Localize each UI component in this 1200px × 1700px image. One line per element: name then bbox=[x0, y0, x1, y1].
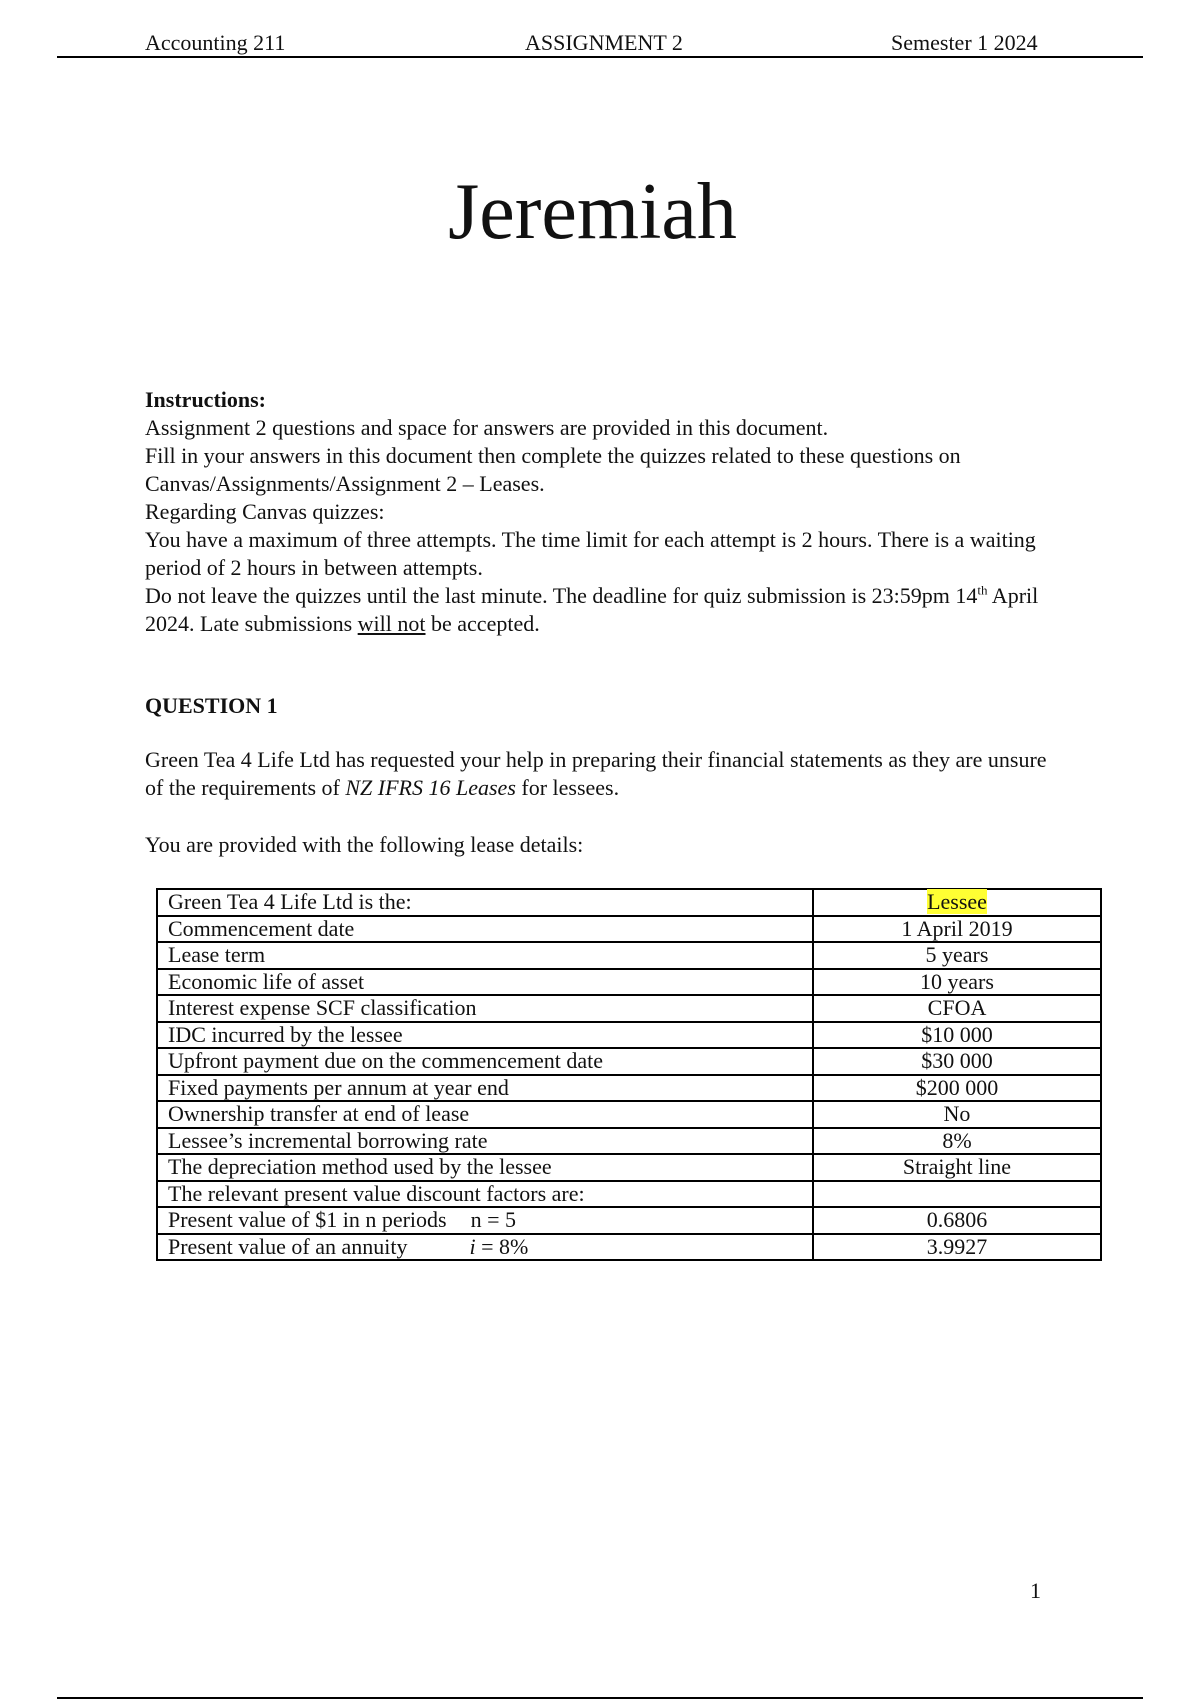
intro-text-b: for lessees. bbox=[515, 775, 620, 800]
rate-symbol: i bbox=[469, 1233, 476, 1259]
row-value: 3.9927 bbox=[813, 1234, 1101, 1261]
row-label: The relevant present value discount factors are: bbox=[157, 1181, 813, 1208]
ordinal-suffix: th bbox=[977, 582, 988, 598]
table-row bbox=[157, 1154, 1101, 1181]
row-value: 0.6806 bbox=[813, 1207, 1101, 1234]
page-header bbox=[57, 28, 1143, 58]
row-value: $10 000 bbox=[813, 1022, 1101, 1049]
table-row bbox=[157, 1022, 1101, 1049]
row-label: Lessee’s incremental borrowing rate bbox=[157, 1128, 813, 1155]
row-label: Interest expense SCF classification bbox=[157, 995, 813, 1022]
instructions-line-2: Fill in your answers in this document then complete the quizzes related to these questions on Canvas/Assignments/Assignment 2 – Leases. bbox=[145, 443, 961, 496]
row-value: 1 April 2019 bbox=[813, 916, 1101, 943]
row-label bbox=[157, 1234, 813, 1261]
intro-text-a: Green Tea 4 Life Ltd has requested your help in preparing their financial statements as they are unsure of the requirements of bbox=[145, 747, 1047, 800]
row-value bbox=[813, 1181, 1101, 1208]
row-value: No bbox=[813, 1101, 1101, 1128]
row-value: Straight line bbox=[813, 1154, 1101, 1181]
table-row bbox=[157, 1181, 1101, 1208]
row-label: IDC incurred by the lessee bbox=[157, 1022, 813, 1049]
student-name: Jeremiah bbox=[448, 168, 737, 256]
will-not-emphasis: will not bbox=[357, 611, 426, 636]
row-label: Upfront payment due on the commencement date bbox=[157, 1048, 813, 1075]
row-label: Ownership transfer at end of lease bbox=[157, 1101, 813, 1128]
row-label: Lease term bbox=[157, 942, 813, 969]
page-number: 1 bbox=[1030, 1578, 1041, 1603]
table-row bbox=[157, 889, 1101, 916]
footer-rule bbox=[57, 1697, 1143, 1699]
rate-note bbox=[470, 1235, 529, 1259]
row-label: Economic life of asset bbox=[157, 969, 813, 996]
table-row bbox=[157, 1234, 1101, 1261]
instructions-line-1: Assignment 2 questions and space for answers are provided in this document. bbox=[145, 415, 829, 440]
assignment-title: ASSIGNMENT 2 bbox=[525, 30, 683, 55]
late-submission-text: April 2024. Late submissions bbox=[145, 583, 1039, 636]
row-value: 5 years bbox=[813, 942, 1101, 969]
pv-annuity-label: Present value of an annuity bbox=[168, 1233, 408, 1259]
table-row bbox=[157, 1075, 1101, 1102]
table-row bbox=[157, 1207, 1101, 1234]
row-label: The depreciation method used by the lessee bbox=[157, 1154, 813, 1181]
question-1-heading: QUESTION 1 bbox=[145, 693, 278, 718]
row-value bbox=[813, 889, 1101, 916]
lessee-highlight: Lessee bbox=[927, 889, 987, 915]
table-row bbox=[157, 1048, 1101, 1075]
row-value: 8% bbox=[813, 1128, 1101, 1155]
row-value: $200 000 bbox=[813, 1075, 1101, 1102]
periods-note: n = 5 bbox=[470, 1207, 517, 1233]
lease-details-intro: You are provided with the following lease details: bbox=[145, 832, 584, 857]
deadline-text: Do not leave the quizzes until the last minute. The deadline for quiz submission is 23:59pm 14 bbox=[145, 583, 978, 608]
row-value: $30 000 bbox=[813, 1048, 1101, 1075]
instructions-line-5 bbox=[145, 582, 1065, 638]
course-name: Accounting 211 bbox=[145, 30, 286, 55]
lease-details-table bbox=[156, 888, 1102, 1261]
row-label: Green Tea 4 Life Ltd is the: bbox=[157, 889, 813, 916]
instructions-line-3: Regarding Canvas quizzes: bbox=[145, 499, 385, 524]
instructions-title: Instructions: bbox=[145, 387, 267, 412]
table-row bbox=[157, 942, 1101, 969]
rate-value: = 8% bbox=[475, 1233, 529, 1259]
table-row bbox=[157, 916, 1101, 943]
row-value: CFOA bbox=[813, 995, 1101, 1022]
semester-label: Semester 1 2024 bbox=[891, 30, 1038, 55]
pv-single-label: Present value of $1 in n periods bbox=[168, 1207, 447, 1233]
instructions-line-4: You have a maximum of three attempts. The time limit for each attempt is 2 hours. There is a waiting period of 2 hours in between attempts. bbox=[145, 527, 1036, 580]
table-row bbox=[157, 1128, 1101, 1155]
table-row bbox=[157, 1101, 1101, 1128]
instructions-section bbox=[145, 386, 1065, 638]
row-label: Commencement date bbox=[157, 916, 813, 943]
question-1-intro bbox=[145, 746, 1065, 802]
table-row bbox=[157, 995, 1101, 1022]
row-value: 10 years bbox=[813, 969, 1101, 996]
table-row bbox=[157, 969, 1101, 996]
row-label: Fixed payments per annum at year end bbox=[157, 1075, 813, 1102]
accepted-text: be accepted. bbox=[425, 611, 540, 636]
standard-name: NZ IFRS 16 Leases bbox=[345, 775, 516, 800]
row-label bbox=[157, 1207, 813, 1234]
